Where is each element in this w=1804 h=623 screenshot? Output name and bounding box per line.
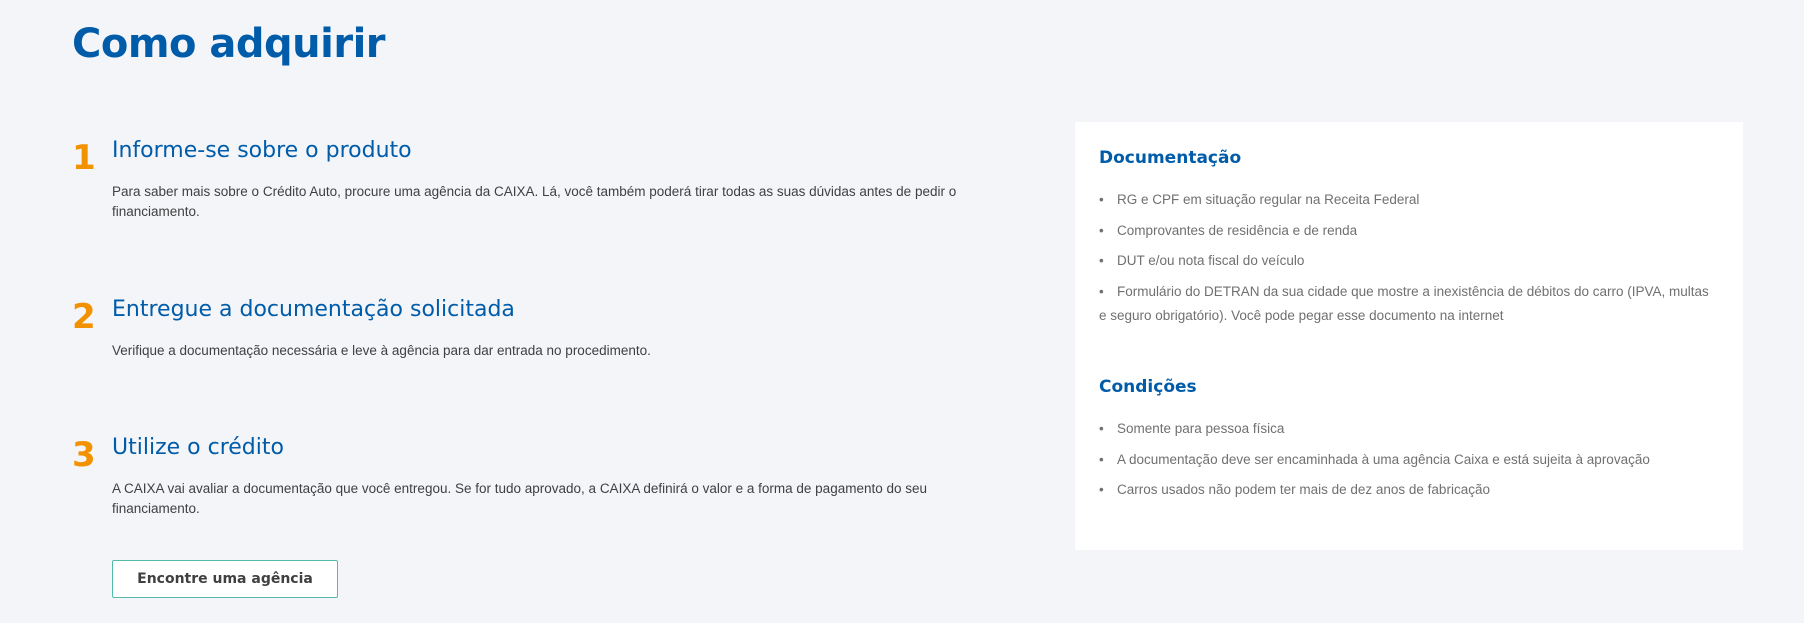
conditions-list [1099, 417, 1719, 509]
documentation-list [1099, 188, 1719, 334]
conditions-heading: Condições [1099, 377, 1197, 397]
list-item: • Carros usados não podem ter mais de dez anos de fabricação [1099, 478, 1719, 502]
step-number: 1 [72, 138, 96, 178]
bullet-icon: • [1099, 192, 1104, 207]
documentation-heading: Documentação [1099, 148, 1242, 168]
step-title: Entregue a documentação solicitada [112, 297, 515, 322]
list-item: • A documentação deve ser encaminhada à uma agência Caixa e está sujeita à aprovação [1099, 448, 1719, 472]
bullet-icon: • [1099, 253, 1104, 268]
step-description: Verifique a documentação necessária e leve à agência para dar entrada no procedimento. [112, 343, 651, 358]
page-title: Como adquirir [72, 21, 386, 67]
step-number: 2 [72, 297, 96, 337]
step-title: Informe-se sobre o produto [112, 138, 412, 163]
step-title: Utilize o crédito [112, 435, 284, 460]
step-description: A CAIXA vai avaliar a documentação que você entregou. Se for tudo aprovado, a CAIXA definirá o valor e a forma de pagamento do seu financiamento. [112, 481, 928, 516]
bullet-icon: • [1099, 482, 1104, 497]
list-item: • Formulário do DETRAN da sua cidade que mostre a inexistência de débitos do carro (IPVA, multas e seguro obrigatório). Você pode pegar esse documento na internet [1099, 280, 1719, 328]
list-item: • Comprovantes de residência e de renda [1099, 219, 1719, 243]
bullet-icon: • [1099, 421, 1104, 436]
requirements-panel [1075, 122, 1743, 550]
bullet-icon: • [1099, 283, 1104, 299]
list-item: • RG e CPF em situação regular na Receita Federal [1099, 188, 1719, 212]
find-agency-button[interactable]: Encontre uma agência [112, 560, 338, 598]
step-number: 3 [72, 435, 96, 475]
step-description: Para saber mais sobre o Crédito Auto, procure uma agência da CAIXA. Lá, você também poderá tirar todas as suas dúvidas antes de pedir o financiamento. [112, 184, 957, 219]
bullet-icon: • [1099, 451, 1104, 467]
list-item: • DUT e/ou nota fiscal do veículo [1099, 249, 1719, 273]
list-item: • Somente para pessoa física [1099, 417, 1719, 441]
bullet-icon: • [1099, 222, 1104, 238]
